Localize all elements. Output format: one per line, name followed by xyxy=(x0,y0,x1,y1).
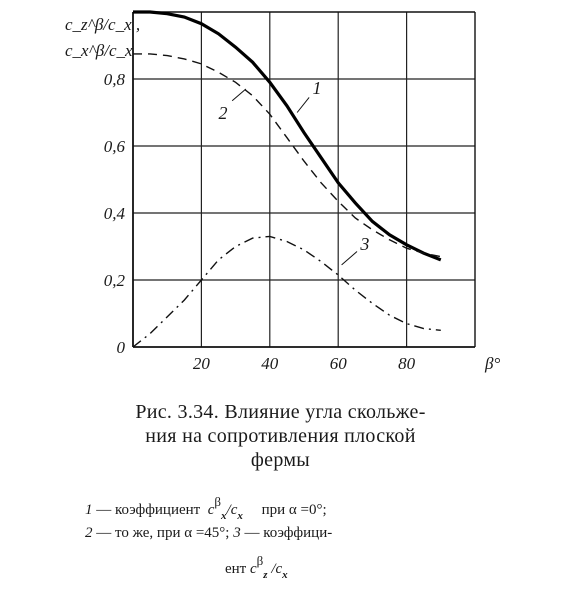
x-tick-label: 60 xyxy=(329,354,347,373)
y-tick-label: 0,6 xyxy=(103,137,125,156)
curve-leader-2 xyxy=(232,89,246,101)
legend-item-3-cont xyxy=(225,553,288,581)
curve-label-3: 3 xyxy=(360,233,370,254)
y-tick-label: 0 xyxy=(116,338,125,357)
y-tick-label: 0,2 xyxy=(103,271,125,290)
series-line-1 xyxy=(133,12,441,260)
legend-1-slash: /c xyxy=(226,502,238,518)
legend-1-number: 1 xyxy=(85,502,93,518)
legend-1-sub: x xyxy=(221,510,227,522)
x-axis-label: β° xyxy=(485,354,501,373)
legend-item-2 xyxy=(85,525,332,542)
legend-1-sub2: x xyxy=(237,510,243,522)
series-line-2 xyxy=(133,54,441,257)
chart-series xyxy=(133,12,441,347)
legend-2-text: — то же, при α =45°; xyxy=(92,525,234,541)
figure-caption xyxy=(0,400,561,472)
legend-3-symbol: c xyxy=(250,561,257,577)
legend-1-condition: при α =0°; xyxy=(261,502,327,518)
legend-3-sup: β xyxy=(256,553,264,568)
x-tick-label: 80 xyxy=(398,354,416,373)
y-tick-label: 0,8 xyxy=(103,70,125,89)
legend-3-cont: ент xyxy=(225,561,250,577)
chart-labels xyxy=(65,15,500,373)
legend-3-sub2: x xyxy=(282,569,288,581)
curve-label-1: 1 xyxy=(312,78,322,99)
legend-3-number: 3 xyxy=(233,525,241,541)
legend-1-text: — коэффициент xyxy=(92,502,204,518)
caption-line-3: фермы xyxy=(250,449,311,471)
legend-1-sup: β xyxy=(214,494,222,509)
legend-item-1 xyxy=(85,494,327,522)
chart-grid xyxy=(133,12,475,347)
legend-1-symbol: c xyxy=(207,502,215,518)
curve-leader-3 xyxy=(342,252,357,265)
curve-leader-1 xyxy=(297,97,309,112)
caption-line-1: Рис. 3.34. Влияние угла скольже- xyxy=(135,401,426,423)
curve-label-2: 2 xyxy=(218,103,228,124)
y-axis-title-top: c_z^β/c_x , xyxy=(65,15,141,34)
x-tick-label: 20 xyxy=(192,354,210,373)
chart-frame xyxy=(133,12,475,347)
x-tick-label: 40 xyxy=(261,354,279,373)
y-tick-label: 0,4 xyxy=(103,204,125,223)
legend-3-sub: z xyxy=(263,569,268,581)
caption-line-2: ния на сопротивления плоской xyxy=(145,425,416,447)
series-line-3 xyxy=(133,233,441,347)
legend-3-text: — коэффици- xyxy=(240,525,333,541)
legend-3-slash: /c xyxy=(267,561,283,577)
y-axis-title-bottom: c_x^β/c_x xyxy=(65,41,133,60)
chart-ticks xyxy=(104,70,416,373)
legend-2-number: 2 xyxy=(85,525,93,541)
